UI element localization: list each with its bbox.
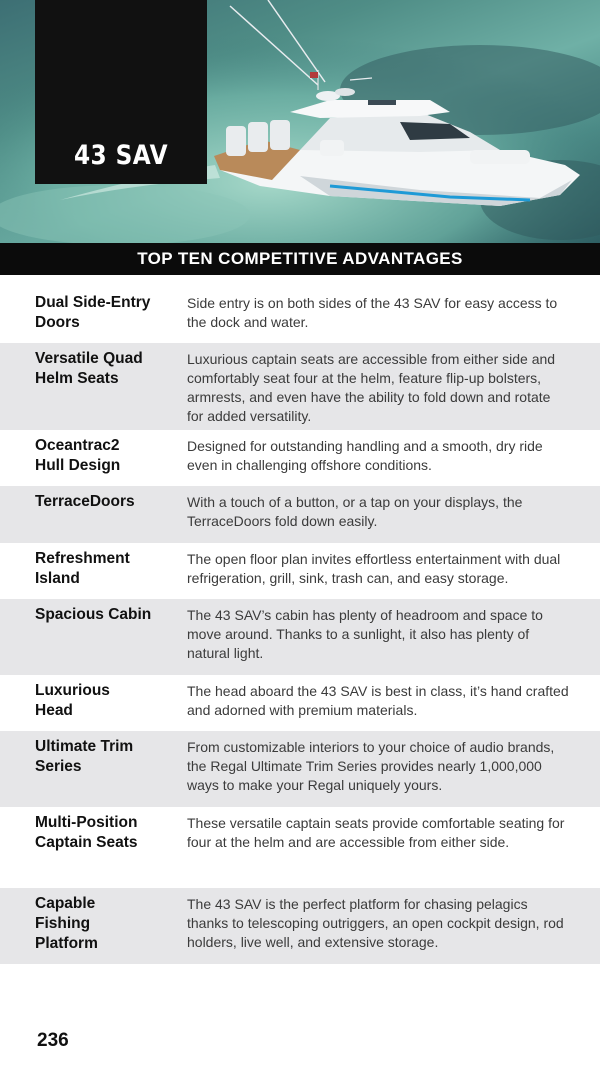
advantages-list [0,287,600,964]
feature-name: TerraceDoors [35,493,135,510]
advantage-row [0,675,600,731]
feature-description: These versatile captain seats provide comfortable seating for four at the helm and are accessible from either side. [187,815,565,850]
model-title: 43 SAV [73,140,169,171]
feature-name: Ultimate Trim Series [35,738,134,775]
advantage-row [0,807,600,888]
feature-name: Capable Fishing Platform [35,895,98,952]
feature-name: Versatile Quad Helm Seats [35,350,143,387]
feature-description: Designed for outstanding handling and a smooth, dry ride even in challenging offshore conditions. [187,438,543,473]
advantage-row [0,888,600,964]
advantage-row [0,343,600,430]
feature-description: The head aboard the 43 SAV is best in class, it’s hand crafted and adorned with premium materials. [187,683,569,718]
advantage-row [0,287,600,343]
advantage-row [0,486,600,543]
feature-description: With a touch of a button, or a tap on your displays, the TerraceDoors fold down easily. [187,494,523,529]
advantage-row [0,543,600,599]
model-title-box [35,0,207,184]
section-banner: TOP TEN COMPETITIVE ADVANTAGES [0,243,600,275]
feature-description: The open floor plan invites effortless entertainment with dual refrigeration, grill, sink, trash can, and easy storage. [187,551,561,586]
feature-name: Multi-Position Captain Seats [35,814,138,851]
feature-description: Luxurious captain seats are accessible from either side and comfortably seat four at the helm, feature flip-up bolsters, armrests, and even have the ability to fold down and rotate for added versatility. [187,351,556,424]
feature-description: Side entry is on both sides of the 43 SAV for easy access to the dock and water. [187,295,558,330]
feature-description: From customizable interiors to your choice of audio brands, the Regal Ultimate Trim Series provides nearly 1,000,000 ways to make your Regal uniquely yours. [187,739,555,793]
feature-name: Oceantrac2 Hull Design [35,437,121,474]
page-number: 236 [37,1030,69,1051]
feature-name: Dual Side-Entry Doors [35,294,151,331]
feature-name: Spacious Cabin [35,606,152,623]
advantage-row [0,731,600,807]
hero-photo [0,0,600,243]
feature-description: The 43 SAV is the perfect platform for chasing pelagics thanks to telescoping outriggers, an open cockpit design, rod holders, live well, and extensive storage. [187,896,564,950]
advantage-row [0,599,600,675]
feature-description: The 43 SAV’s cabin has plenty of headroom and space to move around. Thanks to a sunlight, it also has plenty of natural light. [187,607,543,661]
feature-name: Refreshment Island [35,550,130,587]
feature-name: Luxurious Head [35,682,110,719]
advantage-row [0,430,600,486]
